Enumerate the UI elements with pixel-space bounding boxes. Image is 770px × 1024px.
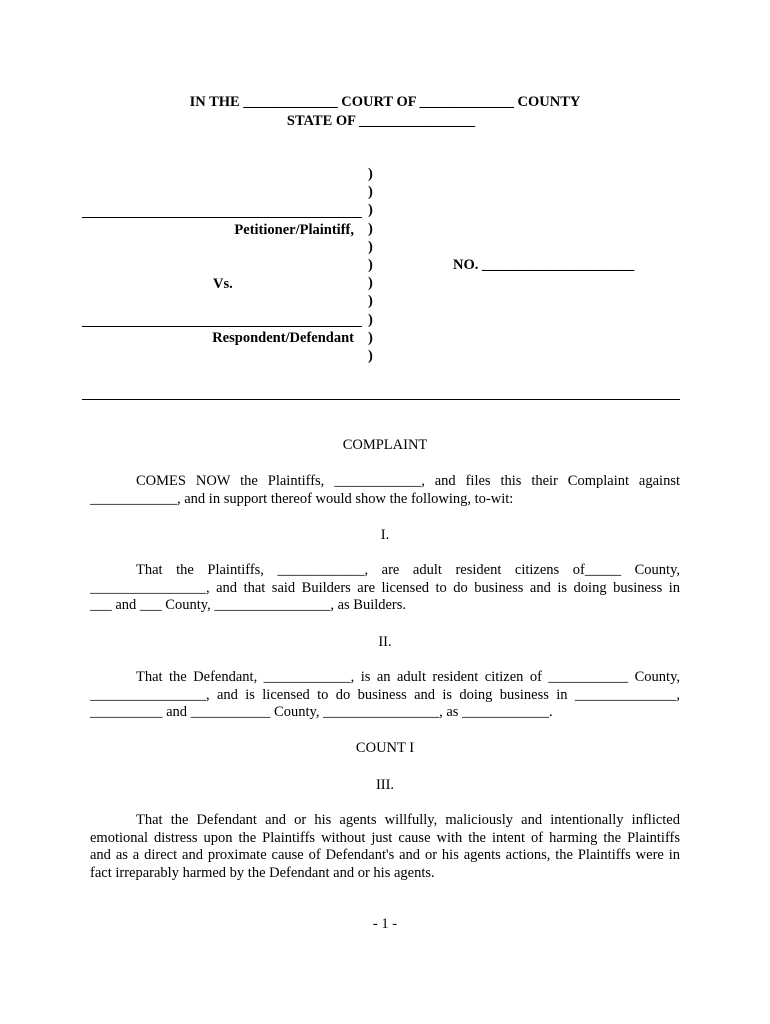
caption-paren: ): [368, 311, 373, 328]
caption-paren: ): [368, 184, 373, 201]
section-1-line-2: ________________, and that said Builders are licensed to do business and is doing business in: [90, 579, 680, 596]
section-3-line-3: and as a direct and proximate cause of Defendant's and or his agents actions, the Plaintiffs were in: [90, 847, 680, 863]
caption-paren: ): [368, 275, 373, 292]
petitioner-label: Petitioner/Plaintiff,: [234, 222, 354, 238]
case-number-label: NO. _____________________: [453, 257, 635, 273]
section-3-line-4: fact irreparably harmed by the Defendant and or his agents.: [90, 864, 435, 881]
caption-divider: [82, 399, 680, 400]
section-1-numeral: I.: [380, 527, 390, 543]
caption-paren: ): [368, 166, 373, 182]
caption-paren-column: [368, 165, 380, 365]
caption-paren: ): [368, 220, 373, 237]
section-3-line-2: emotional distress upon the Plaintiffs without just cause with the intent of harming the Plaintiffs: [90, 829, 680, 846]
intro-line-1: COMES NOW the Plaintiffs, ____________, and files this their Complaint against: [136, 473, 680, 489]
section-3-numeral: III.: [375, 777, 395, 793]
court-header-line: IN THE _____________ COURT OF _____________ COUNTY: [189, 94, 581, 110]
section-1-line-3: ___ and ___ County, ________________, as Builders.: [90, 597, 407, 613]
section-2-line-2: ________________, and is licensed to do business and is doing business in ______________,: [90, 686, 680, 703]
section-3-line-1: That the Defendant and or his agents willfully, maliciously and intentionally inflicted: [136, 812, 680, 828]
section-2-numeral: II.: [378, 634, 392, 650]
section-1-line-1: That the Plaintiffs, ____________, are adult resident citizens of_____ County,: [136, 562, 680, 578]
page-number: - 1 -: [372, 916, 398, 932]
document-title: COMPLAINT: [342, 437, 428, 453]
versus-label: Vs.: [213, 276, 233, 292]
respondent-name-line: [82, 326, 362, 327]
count-1-heading: COUNT I: [355, 740, 415, 756]
caption-paren: ): [368, 202, 373, 219]
intro-line-2: ____________, and in support thereof would show the following, to-wit:: [90, 490, 514, 507]
caption-paren: ): [368, 348, 373, 365]
intro-paragraph: [90, 473, 680, 508]
caption-paren: ): [368, 293, 373, 310]
caption-paren: ): [368, 238, 373, 255]
state-header-line: STATE OF ________________: [286, 113, 476, 129]
section-2-line-1: That the Defendant, ____________, is an adult resident citizen of ___________ County,: [136, 669, 680, 685]
petitioner-name-line: [82, 217, 362, 218]
section-2-line-3: __________ and ___________ County, ________________, as ____________.: [90, 704, 553, 720]
caption-paren: ): [368, 329, 373, 346]
section-1-paragraph: [90, 562, 680, 615]
section-2-paragraph: [90, 669, 680, 722]
section-3-paragraph: [90, 812, 680, 882]
respondent-label: Respondent/Defendant: [212, 330, 354, 346]
caption-paren: ): [368, 257, 373, 274]
